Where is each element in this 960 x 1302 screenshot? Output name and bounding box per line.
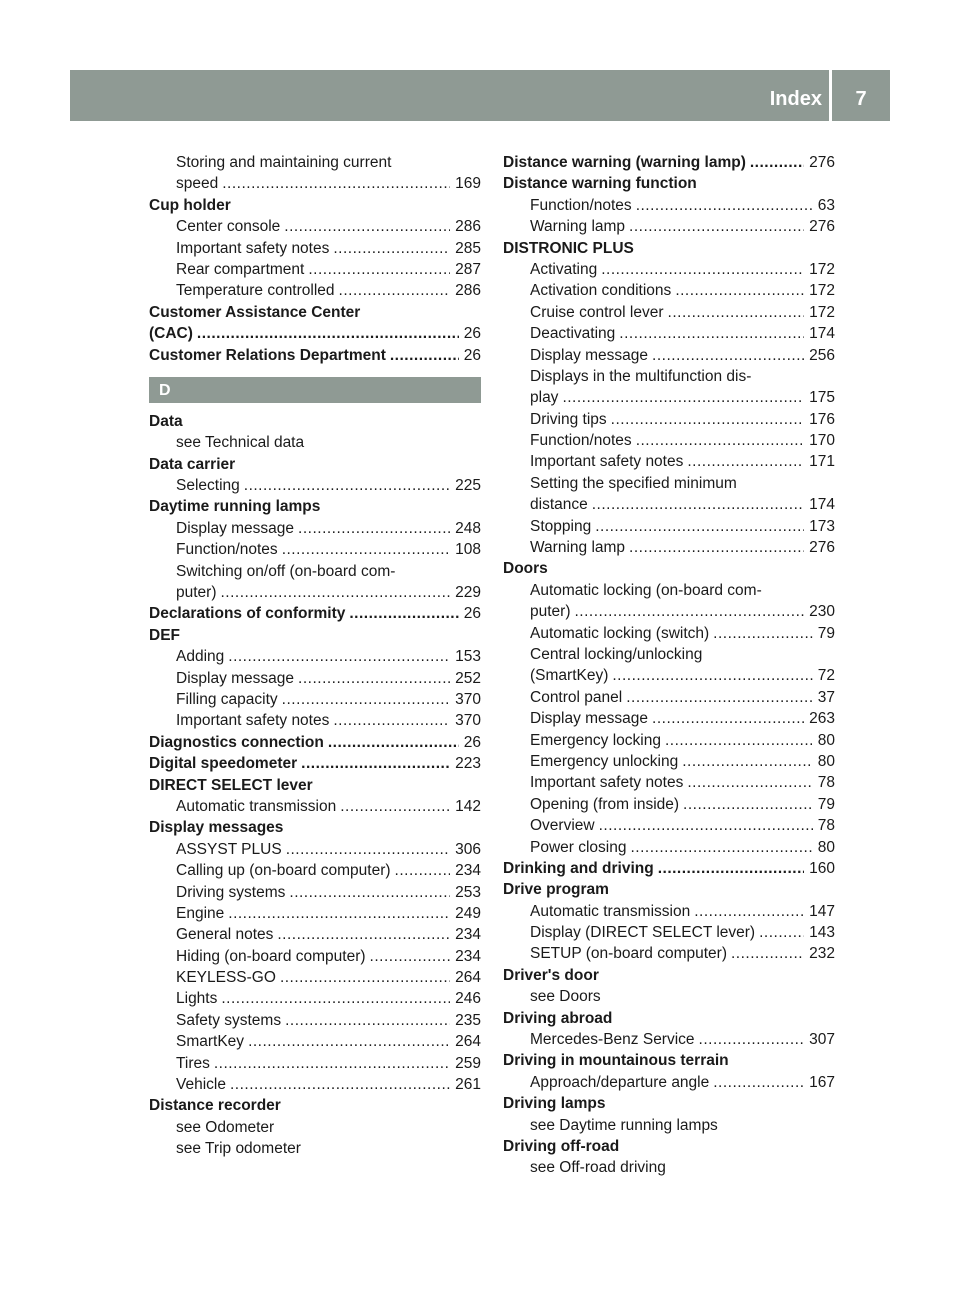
index-subentry[interactable]: [503, 451, 835, 472]
index-subentry[interactable]: [149, 882, 481, 903]
page-reference[interactable]: 225: [455, 477, 481, 495]
page-reference[interactable]: 276: [809, 539, 835, 557]
index-heading: Driving abroad: [503, 1009, 613, 1027]
entry-label: Control panel: [530, 688, 623, 706]
index-heading: Data: [149, 412, 183, 430]
index-subentry[interactable]: [149, 710, 481, 731]
entry-label: (CAC): [149, 325, 193, 343]
index-subentry[interactable]: [149, 539, 481, 560]
index-subentry[interactable]: [503, 216, 835, 237]
entry-label: Safety systems: [176, 1011, 282, 1029]
index-subentry[interactable]: [503, 409, 835, 430]
page-reference[interactable]: 223: [455, 755, 481, 773]
dot-leader: [286, 839, 450, 860]
entry-label: speed: [176, 175, 219, 193]
index-subentry[interactable]: [503, 1029, 835, 1050]
dot-leader: [575, 601, 805, 622]
index-subentry[interactable]: [503, 837, 835, 858]
index-subentry[interactable]: [149, 1031, 481, 1052]
index-subentry[interactable]: [503, 516, 835, 537]
page-reference[interactable]: 142: [455, 797, 481, 815]
dot-leader: [308, 259, 450, 280]
index-heading: Distance recorder: [149, 1097, 281, 1115]
dot-leader: [601, 259, 804, 280]
entry-label: Distance warning (warning lamp): [503, 154, 746, 171]
dot-leader: [731, 943, 804, 964]
index-heading: DISTRONIC PLUS: [503, 239, 634, 257]
index-subentry[interactable]: [503, 623, 835, 644]
dot-leader: [228, 903, 450, 924]
page-reference[interactable]: 234: [455, 926, 481, 944]
index-subentry[interactable]: [503, 323, 835, 344]
dot-leader: [713, 623, 813, 644]
dot-leader: [301, 753, 450, 774]
page-reference[interactable]: 108: [455, 541, 481, 559]
index-subentry[interactable]: [503, 387, 835, 408]
entry-label: Stopping: [530, 517, 592, 535]
dot-leader: [694, 901, 804, 922]
dot-leader: [687, 772, 812, 793]
entry-label: Diagnostics connection: [149, 733, 324, 751]
entry-label: Mercedes-Benz Service: [530, 1031, 695, 1049]
index-subentry[interactable]: [503, 601, 835, 622]
index-subentry[interactable]: [503, 901, 835, 922]
entry-label: Approach/departure angle: [530, 1073, 710, 1091]
dot-leader: [631, 837, 813, 858]
index-heading: Cup holder: [149, 196, 231, 214]
entry-label: Center console: [176, 218, 281, 236]
page-reference[interactable]: 276: [809, 218, 835, 236]
page-reference[interactable]: 72: [817, 667, 835, 685]
dot-leader: [682, 751, 813, 772]
index-subentry[interactable]: [503, 302, 835, 323]
entry-label: Customer Relations Department: [149, 346, 386, 364]
entry-label: Cruise control lever: [530, 303, 664, 321]
page-reference[interactable]: 306: [455, 840, 481, 858]
dot-leader: [750, 152, 804, 173]
entry-label: Warning lamp: [530, 539, 626, 557]
page-reference[interactable]: 259: [455, 1054, 481, 1072]
index-heading[interactable]: [149, 732, 481, 753]
index-heading: Driver's door: [503, 966, 599, 984]
entry-label: Tires: [176, 1054, 210, 1072]
entry-label: Automatic locking (switch): [530, 624, 710, 642]
dot-leader: [595, 516, 804, 537]
index-subentry[interactable]: [149, 668, 481, 689]
index-subentry: Switching on/off (on-board com-: [176, 562, 396, 580]
page-reference[interactable]: 79: [817, 795, 835, 813]
entry-label: Temperature controlled: [176, 282, 335, 300]
page-reference[interactable]: 370: [455, 690, 481, 708]
entry-label: puter): [530, 603, 571, 621]
index-subentry[interactable]: [503, 687, 835, 708]
entry-label: Function/notes: [530, 196, 632, 214]
index-subentry[interactable]: [149, 238, 481, 259]
page-reference[interactable]: 229: [455, 584, 481, 602]
dot-leader: [228, 646, 450, 667]
index-subentry[interactable]: [503, 794, 835, 815]
dot-leader: [289, 882, 450, 903]
entry-label: Function/notes: [176, 541, 278, 559]
dot-leader: [652, 708, 804, 729]
dot-leader: [214, 1053, 450, 1074]
page-reference[interactable]: 26: [463, 325, 481, 343]
index-heading: Distance warning function: [503, 175, 697, 193]
page-reference[interactable]: 286: [455, 218, 481, 236]
index-heading: Doors: [503, 560, 548, 578]
entry-label: Display message: [530, 346, 649, 364]
index-heading[interactable]: [149, 753, 481, 774]
index-column-left: [149, 152, 481, 1160]
page-reference[interactable]: 80: [817, 731, 835, 749]
index-subentry[interactable]: [149, 475, 481, 496]
page-reference[interactable]: 26: [463, 605, 481, 623]
page-reference[interactable]: 285: [455, 239, 481, 257]
index-heading[interactable]: [149, 323, 481, 344]
section-title: Index: [769, 88, 822, 110]
index-subentry[interactable]: [503, 815, 835, 836]
index-subentry: Setting the specified minimum: [530, 474, 737, 492]
dot-leader: [665, 730, 813, 751]
entry-label: Adding: [176, 648, 225, 666]
entry-label: General notes: [176, 926, 274, 944]
dot-leader: [675, 280, 804, 301]
index-subentry[interactable]: [503, 280, 835, 301]
index-subentry[interactable]: [149, 1010, 481, 1031]
index-subentry[interactable]: [149, 860, 481, 881]
dot-leader: [221, 582, 451, 603]
index-heading[interactable]: [503, 152, 835, 173]
dot-leader: [248, 1031, 450, 1052]
dot-leader: [629, 537, 804, 558]
dot-leader: [244, 475, 450, 496]
page-reference[interactable]: 80: [817, 752, 835, 770]
index-heading[interactable]: [149, 603, 481, 624]
entry-label: Display message: [530, 710, 649, 728]
page-reference[interactable]: 160: [809, 859, 835, 877]
dot-leader: [683, 794, 813, 815]
entry-label: KEYLESS-GO: [176, 969, 276, 987]
page-reference[interactable]: 174: [809, 325, 835, 343]
index-heading: DIRECT SELECT lever: [149, 776, 313, 794]
page-reference[interactable]: 246: [455, 990, 481, 1008]
page-reference[interactable]: 143: [809, 924, 835, 942]
entry-label: Declarations of conformity: [149, 605, 346, 623]
entry-label: Emergency locking: [530, 731, 661, 749]
dot-leader: [222, 173, 450, 194]
dot-leader: [629, 216, 804, 237]
index-subentry[interactable]: [149, 946, 481, 967]
entry-label: Selecting: [176, 477, 240, 495]
dot-leader: [562, 387, 804, 408]
page-reference[interactable]: 172: [809, 303, 835, 321]
page-reference[interactable]: 78: [817, 817, 835, 835]
entry-label: Function/notes: [530, 432, 632, 450]
page-reference[interactable]: 249: [455, 904, 481, 922]
page-reference[interactable]: 172: [809, 282, 835, 300]
page-reference[interactable]: 37: [817, 688, 835, 706]
entry-label: Driving tips: [530, 410, 607, 428]
index-heading[interactable]: [503, 858, 835, 879]
section-letter-header: D: [149, 377, 481, 403]
entry-label: Automatic transmission: [176, 797, 337, 815]
page-reference[interactable]: 171: [809, 453, 835, 471]
page-reference[interactable]: 261: [455, 1076, 481, 1094]
dot-leader: [284, 216, 450, 237]
dot-leader: [277, 924, 450, 945]
page-reference[interactable]: 153: [455, 648, 481, 666]
dot-leader: [611, 409, 804, 430]
dot-leader: [197, 323, 459, 344]
index-heading: Display messages: [149, 819, 284, 837]
index-subentry[interactable]: [503, 772, 835, 793]
entry-label: Deactivating: [530, 325, 616, 343]
index-column-right: [503, 152, 835, 1179]
page-reference[interactable]: 78: [817, 774, 835, 792]
dot-leader: [230, 1074, 450, 1095]
entry-label: Lights: [176, 990, 218, 1008]
entry-label: Activating: [530, 260, 598, 278]
index-subentry[interactable]: [149, 173, 481, 194]
page-reference[interactable]: 307: [809, 1031, 835, 1049]
entry-label: Display message: [176, 519, 295, 537]
dot-leader: [699, 1029, 805, 1050]
page-reference[interactable]: 286: [455, 282, 481, 300]
index-subentry[interactable]: [149, 1053, 481, 1074]
index-subentry[interactable]: [503, 708, 835, 729]
index-subentry[interactable]: [149, 1074, 481, 1095]
entry-label: Important safety notes: [530, 774, 684, 792]
dot-leader: [713, 1072, 804, 1093]
index-subentry[interactable]: [503, 494, 835, 515]
page-reference[interactable]: 173: [809, 517, 835, 535]
index-subentry: see Odometer: [176, 1118, 275, 1136]
index-subentry[interactable]: [503, 730, 835, 751]
index-subentry[interactable]: [149, 646, 481, 667]
dot-leader: [390, 345, 459, 366]
entry-label: distance: [530, 496, 588, 514]
page-reference[interactable]: 253: [455, 883, 481, 901]
page-reference[interactable]: 252: [455, 669, 481, 687]
page-reference[interactable]: 26: [463, 733, 481, 751]
index-subentry[interactable]: [149, 967, 481, 988]
page-reference[interactable]: 63: [817, 196, 835, 214]
page-reference[interactable]: 287: [455, 260, 481, 278]
entry-label: Opening (from inside): [530, 795, 680, 813]
dot-leader: [658, 858, 804, 879]
page-reference[interactable]: 167: [809, 1073, 835, 1091]
index-subentry[interactable]: [503, 345, 835, 366]
page-reference[interactable]: 248: [455, 519, 481, 537]
page-reference[interactable]: 276: [809, 154, 835, 171]
entry-label: Important safety notes: [176, 239, 330, 257]
dot-leader: [333, 238, 450, 259]
index-heading[interactable]: [149, 345, 481, 366]
page-reference[interactable]: 176: [809, 410, 835, 428]
index-heading: Driving off-road: [503, 1137, 620, 1155]
page-reference[interactable]: 170: [809, 432, 835, 450]
index-subentry[interactable]: [503, 259, 835, 280]
index-subentry: Storing and maintaining current: [176, 154, 392, 171]
index-subentry[interactable]: [503, 943, 835, 964]
entry-label: Emergency unlocking: [530, 752, 679, 770]
index-subentry[interactable]: [503, 430, 835, 451]
entry-label: Display message: [176, 669, 295, 687]
entry-label: (SmartKey): [530, 667, 609, 685]
index-subentry[interactable]: [149, 259, 481, 280]
index-heading: DEF: [149, 626, 180, 644]
index-subentry[interactable]: [503, 665, 835, 686]
entry-label: Digital speedometer: [149, 755, 298, 773]
index-subentry[interactable]: [503, 751, 835, 772]
entry-label: Important safety notes: [176, 712, 330, 730]
dot-leader: [759, 922, 804, 943]
dot-leader: [221, 988, 450, 1009]
entry-label: Driving systems: [176, 883, 286, 901]
dot-leader: [285, 1010, 450, 1031]
page-reference[interactable]: 230: [809, 603, 835, 621]
entry-label: Rear compartment: [176, 260, 305, 278]
dot-leader: [612, 665, 812, 686]
page-reference[interactable]: 234: [455, 947, 481, 965]
dot-leader: [687, 451, 804, 472]
page-reference[interactable]: 147: [809, 902, 835, 920]
dot-leader: [298, 668, 450, 689]
index-heading: Drive program: [503, 881, 609, 899]
dot-leader: [626, 687, 813, 708]
dot-leader: [370, 946, 451, 967]
index-subentry: see Trip odometer: [176, 1140, 301, 1158]
index-subentry: see Daytime running lamps: [530, 1116, 718, 1134]
dot-leader: [349, 603, 458, 624]
page-reference[interactable]: 264: [455, 1033, 481, 1051]
dot-leader: [599, 815, 813, 836]
index-subentry[interactable]: [149, 924, 481, 945]
index-heading: Customer Assistance Center: [149, 303, 361, 321]
index-subentry[interactable]: [503, 1072, 835, 1093]
dot-leader: [282, 539, 450, 560]
index-subentry[interactable]: [149, 689, 481, 710]
index-subentry[interactable]: [149, 280, 481, 301]
page-reference[interactable]: 172: [809, 260, 835, 278]
page-reference[interactable]: 235: [455, 1011, 481, 1029]
page-reference[interactable]: 234: [455, 862, 481, 880]
entry-label: Calling up (on-board computer): [176, 862, 391, 880]
index-subentry[interactable]: [149, 839, 481, 860]
entry-label: play: [530, 389, 559, 407]
dot-leader: [636, 195, 813, 216]
entry-label: Automatic transmission: [530, 902, 691, 920]
dot-leader: [668, 302, 805, 323]
index-subentry: Automatic locking (on-board com-: [530, 581, 762, 599]
entry-label: SmartKey: [176, 1033, 245, 1051]
page-reference[interactable]: 26: [463, 346, 481, 364]
index-subentry[interactable]: [149, 796, 481, 817]
entry-label: ASSYST PLUS: [176, 840, 282, 858]
index-subentry[interactable]: [503, 922, 835, 943]
page-reference[interactable]: 169: [455, 175, 481, 193]
dot-leader: [340, 796, 450, 817]
index-subentry: see Off-road driving: [530, 1159, 666, 1177]
entry-label: Power closing: [530, 838, 627, 856]
index-subentry[interactable]: [503, 195, 835, 216]
page-header: [70, 70, 890, 121]
dot-leader: [636, 430, 804, 451]
index-subentry[interactable]: [149, 518, 481, 539]
index-subentry[interactable]: [149, 582, 481, 603]
page-reference[interactable]: 79: [817, 624, 835, 642]
dot-leader: [592, 494, 804, 515]
entry-label: Important safety notes: [530, 453, 684, 471]
entry-label: Hiding (on-board computer): [176, 947, 366, 965]
entry-label: Engine: [176, 904, 225, 922]
index-heading: Driving lamps: [503, 1095, 606, 1113]
index-heading: Daytime running lamps: [149, 498, 321, 516]
page-reference[interactable]: 174: [809, 496, 835, 514]
index-subentry: Central locking/unlocking: [530, 645, 703, 663]
page-reference[interactable]: 175: [809, 389, 835, 407]
index-subentry: see Technical data: [176, 434, 305, 452]
page-reference[interactable]: 264: [455, 969, 481, 987]
entry-label: Overview: [530, 817, 595, 835]
dot-leader: [282, 689, 450, 710]
entry-label: Display (DIRECT SELECT lever): [530, 924, 756, 942]
page-reference[interactable]: 370: [455, 712, 481, 730]
page-reference[interactable]: 263: [809, 710, 835, 728]
dot-leader: [395, 860, 451, 881]
index-subentry[interactable]: [149, 903, 481, 924]
dot-leader: [298, 518, 450, 539]
index-subentry[interactable]: [503, 537, 835, 558]
index-heading: Data carrier: [149, 455, 236, 473]
entry-label: Warning lamp: [530, 218, 626, 236]
index-subentry[interactable]: [149, 216, 481, 237]
entry-label: Vehicle: [176, 1076, 226, 1094]
dot-leader: [339, 280, 451, 301]
page-number: 7: [855, 88, 867, 110]
entry-label: puter): [176, 584, 217, 602]
index-subentry[interactable]: [149, 988, 481, 1009]
entry-label: SETUP (on-board computer): [530, 945, 727, 963]
page-reference[interactable]: 80: [817, 838, 835, 856]
dot-leader: [328, 732, 459, 753]
dot-leader: [280, 967, 450, 988]
dot-leader: [619, 323, 804, 344]
entry-label: Filling capacity: [176, 690, 278, 708]
dot-leader: [333, 710, 450, 731]
index-heading: Driving in mountainous terrain: [503, 1052, 729, 1070]
index-subentry: see Doors: [530, 988, 601, 1006]
entry-label: Activation conditions: [530, 282, 672, 300]
page-reference[interactable]: 256: [809, 346, 835, 364]
index-subentry: Displays in the multifunction dis-: [530, 367, 752, 385]
page-reference[interactable]: 232: [809, 945, 835, 963]
dot-leader: [652, 345, 804, 366]
entry-label: Drinking and driving: [503, 859, 654, 877]
